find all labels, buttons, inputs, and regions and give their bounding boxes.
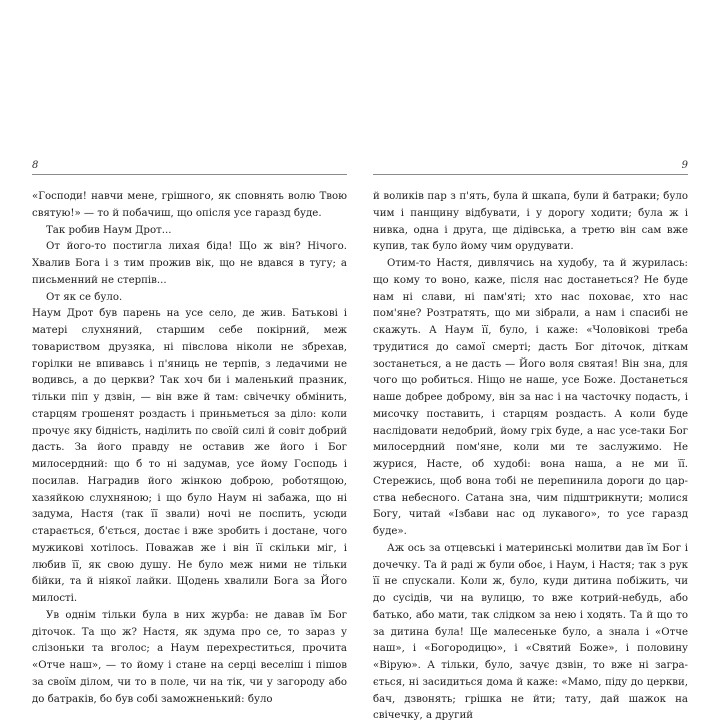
paragraph: Наум Дрот був парень на усе село, де жив. Батькові і матері слухняний, старшим себе покірний, меж товариством друзяка, ні півслова ніколи не збрехав, горілки не впивавсь і п'яниць не терпів, з ледачими не водивсь, а до церкви? Так хоч би і маленький празник, тільки піп у дзвін, — він вже й там: свічечку обмінить, старцям грошенят роздасть і приньметься за діло: коли прочує яку бідність, наділить по своїй силі й совіт добрий дасть. За його правду не оставив же його і Бог милосердний: що б то ні задумав, усе йому Господь і посилав. Наградив його жінкою доброю, роботящою, хазяйкою слухняною; і що було Наум ні забажа, що ні задума, Настя (так її звали) ночі не поспить, усюди старається, б'ється, достає і вже зробить і достане, чого мужикові хотілось. Поважав же і він її скільки міг, і любив її, як свою душу. Не було меж ними не тільки бійки, та й ніякої лайки. Щодень хвалили Бога за Його милості. [32,308,347,604]
left-page-number: 8 [32,160,39,171]
right-page [373,160,688,725]
left-page-header [32,160,347,172]
left-page [32,160,347,708]
paragraph: От його-то постигла лихая біда! Що ж він? Нічого. Хвалив Бога і з тим прожив вік, що не вдався в тугу; а письменний не стерпів... [32,241,347,286]
paragraph: Ув однім тільки була в них журба: не давав їм Бог діточок. Та що ж? Настя, як здума про се, то зараз у слізоньки та вголос; а Наум перехреститься, прочита «Отче наш», — то йому і стане на серці веселіш і пішов за своїм ділом, чи то в поле, чи на тік, чи у загороду або до батраків, бо був собі заможненький: було [32,609,347,705]
left-page-text [32,189,347,708]
paragraph: Так робив Наум Дрот... [46,224,172,236]
paragraph: Отим-то Настя, дивлячись на худобу, та й журилась: що кому то воно, каже, після нас достанеться? Не буде нам ні слави, ні пам'яті; хто нас поховає, хто нас пом'яне? Розтратять, що ми зібрали, а нам і спасибі не скажуть. А Наум її, було, і каже: «Чоловікові треба трудитися до самої смерті; дасть Бог діточок, діткам зостанеться, а не дасть — Його воля святая! Він зна, для чого що робиться. Ніщо не наше, усе Боже. Достанеться наше добрее доброму, він за нас і на часточку подасть, і мисочку поставить, і старцям роздасть. А коли буде наслідовати недобрий, йому гріх буде, а нас усе-таки Бог милосердний пом'яне, коли ми те заслужимо. Не журися, Насте, об худобі: вона наша, а не ми її. Стережись, щоб вона тобі не перепинила дороги до царства небесного. Сатана зна, чим підштрикнути; молися Богу, читай «Ізбави нас од лукавого», то усе гаразд буде». [373,258,688,537]
paragraph: «Господи! навчи мене, грішного, як сповнять волю Твою святую!» — то й побачиш, що опісля усе гаразд буде. [32,191,347,219]
paragraph: Аж ось за отцевські і материнські молитви дав їм Бог і дочечку. Та й раді ж були обоє, і Наум, і Настя; так з рук її не спускали. Коли ж, було, куди дитина побіжить, чи до сусідів, чи на вулицю, то вже котрий-небудь, або батько, або мати, так слідком за нею і ходять. Та й що то за дитина була! Ще малесеньке було, а знала і «Отче наш», і «Богородицю», і «Святий Боже», і половину «Вірую». А тільки, було, зачує дзвін, то вже ні заграється, ні засидиться дома й каже: «Мамо, піду до церкви, бач, дзвонять; грішка не йти; тату, дай шажок на свічечку, а другий [373,542,688,722]
right-page-number: 9 [681,160,688,171]
paragraph: й воликів пар з п'ять, була й шкапа, були й батраки; було чим і панщину відбувати, і у дорогу ходити; була ж і нивка, одна і друга, ще дідівська, а третю він сам вже купив, так було йому чим орудувати. [373,191,688,253]
right-page-text [373,189,688,725]
right-header-rule [373,174,688,175]
right-page-header [373,160,688,172]
left-header-rule [32,174,347,175]
paragraph: От як се було. [46,291,123,303]
